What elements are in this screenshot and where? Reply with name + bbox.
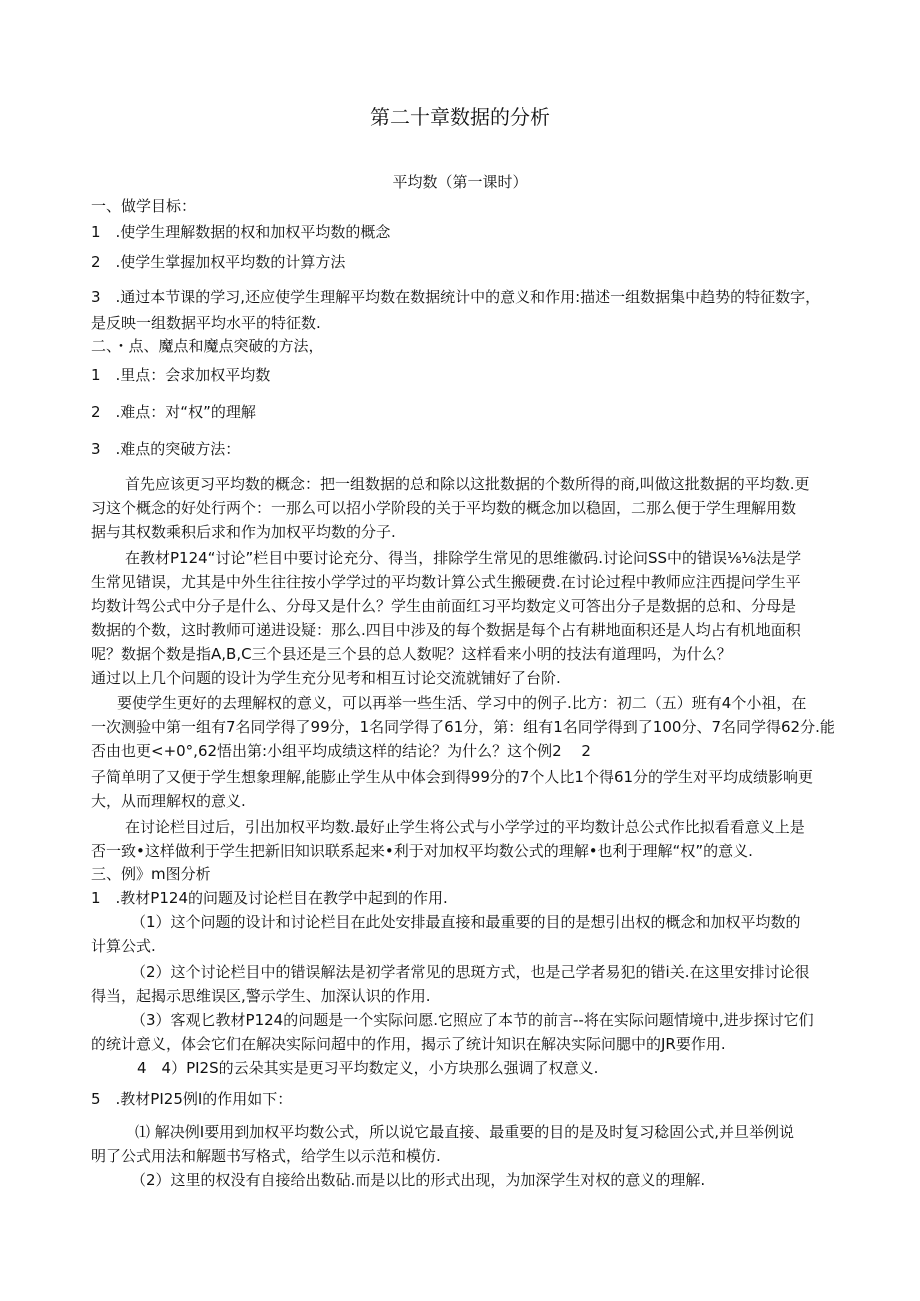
sub-item-continued: 得当，起揭示思维误区,警示学生、加深认识的作用. xyxy=(91,987,431,1005)
paragraph-line: 首先应该更习平均数的概念：把一组数据的总和除以这批数据的个数所得的商,叫做这批数据的平均数.更 xyxy=(125,475,810,493)
paragraph-line: 数据的个数，这时教师可递进设疑：那么.四目中涉及的每个数据是每个占有耕地面积还是人均占有机地面积 xyxy=(91,621,801,639)
paragraph-line: 习这个概念的好处行两个：一那么可以招小学阶段的关于平均数的概念加以稳固，二那么便于学生理解用数 xyxy=(91,499,797,517)
sub-item: （2）这里的权没有自接给出数砧.而是以比的形式出现，为加深学生对权的意义的理解. xyxy=(131,1171,706,1189)
paragraph-line: 一次测验中第一组有7名同学得了99分，1名同学得了61分，第：组有1名同学得到了100分、7名同学得62分.能 xyxy=(91,718,835,736)
list-item: 2 .使学生掌握加权平均数的计算方法 xyxy=(91,253,346,271)
paragraph-line: 均数计驾公式中分子是什么、分母又是什么？学生由前面红习平均数定义可答出分子是数据的总和、分母是 xyxy=(91,597,797,615)
list-item: 1 .里点：会求加权平均数 xyxy=(91,366,271,384)
paragraph-line: 要使学生更好的去理解权的意义，可以再举一些生活、学习中的例子.比方：初二（五）班有4个小祖，在 xyxy=(117,694,807,712)
sub-item: （1）这个问题的设计和讨论栏目在此处安排最直接和最重要的目的是想引出权的概念和加权平均数的 xyxy=(131,913,801,931)
paragraph-line: 生常见错误，尤其是中外生往往按小学学过的平均数计算公式生搬硬费.在讨论过程中教师应注西提问学生平 xyxy=(91,573,801,591)
paragraph-line: 据与其权数乘积后求和作为加权平均数的分子. xyxy=(91,523,396,541)
sub-item-continued: 的统计意义，体会它们在解决实际问超中的作用，揭示了统计知识在解决实际问腮中的JR要作用. xyxy=(91,1035,726,1053)
paragraph-line: 否一致•这样做利于学生把新旧知识联系起来•利于对加权平均数公式的理解•也利于理解“权”的意义. xyxy=(91,842,753,860)
list-item: 3 .难点的突破方法： xyxy=(91,440,241,458)
sub-item: （3）客观匕教材P124的问题是一个实际问愿.它照应了本节的前言--将在实际问题情境中,进步探讨它们 xyxy=(131,1011,814,1029)
sub-item: 4 4）PI2S的云朵其实是更习平均数定义，小方块那么强调了权意义. xyxy=(137,1059,599,1077)
list-item: 1 .教材P124的问题及讨论栏目在教学中起到的作用. xyxy=(91,889,448,907)
section-heading: 一、做学目标： xyxy=(91,197,197,215)
paragraph-line: 大，从而理解权的意义. xyxy=(91,792,246,810)
list-item: 5 .教材PI25例I的作用如下： xyxy=(91,1090,293,1108)
paragraph-line: 子简单明了又便于学生想象理解,能膨止学生从中体会到得99分的7个人比1个得61分的学生对平均成绩影响更 xyxy=(91,768,814,786)
list-item: 2 .难点：对“权”的理解 xyxy=(91,403,256,421)
list-item: 3 .通过本节课的学习,还应使学生理解平均数在数据统计中的意义和作用:描述一组数据集中趋势的特征数字， xyxy=(91,288,821,306)
paragraph-line: 在讨论栏目过后，引出加权平均数.最好止学生将公式与小学学过的平均数计总公式作比拟看看意义上是 xyxy=(125,818,805,836)
sub-item-continued: 计算公式. xyxy=(91,937,156,955)
section-heading: 二、・点、魔点和魔点突破的方法， xyxy=(91,337,324,355)
paragraph-line: 在教材P124“讨论”栏目中要讨论充分、得当，排除学生常见的思维徽码.讨论问SS中的错误⅛⅛法是学 xyxy=(125,549,802,567)
list-item: 1 .使学生理解数据的权和加权平均数的概念 xyxy=(91,223,391,241)
sub-item: ⑴ 解决例I要用到加权平均数公式，所以说它最直接、最重要的目的是及时复习稔固公式,并旦举例说 xyxy=(135,1123,794,1141)
sub-item-continued: 明了公式用法和解题书写格式，给学生以示范和模仿. xyxy=(91,1147,441,1165)
sub-item: （2）这个讨论栏目中的错误解法是初学者常见的思斑方式，也是己学者易犯的错i关.在这里安排讨论很 xyxy=(131,963,810,981)
paragraph-line: 呢？数据个数是指A,B,C三个县还是三个县的总人数呢？这样看来小明的技法有道理吗，为什么？ xyxy=(91,645,732,663)
paragraph-line: 通过以上几个问题的设计为学生充分见考和相互讨论交流就铺好了台阶. xyxy=(91,669,561,687)
list-item-continued: 是反映一组数据平均水平的特征数. xyxy=(91,314,321,332)
page-subtitle: 平均数（第一课时） xyxy=(392,173,528,191)
paragraph-line: 否由也更<+0°,62悟出第:小组平均成绩这样的结论？为什么？这个例2 2 xyxy=(91,742,591,760)
page-title: 第二十章数据的分析 xyxy=(370,105,550,129)
section-heading: 三、例》m图分析 xyxy=(91,865,211,883)
